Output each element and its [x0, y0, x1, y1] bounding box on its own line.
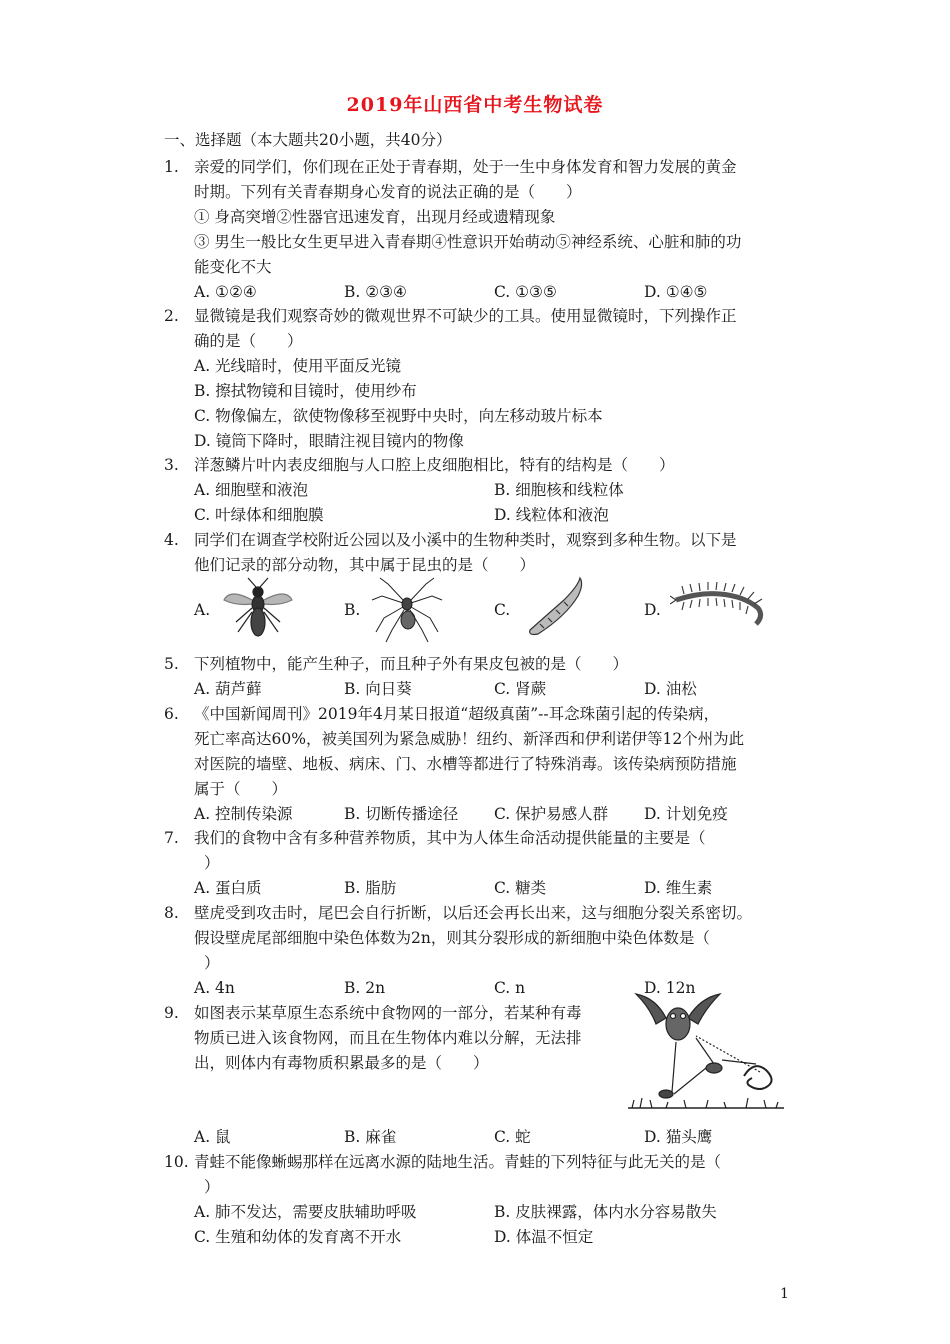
option-d[interactable]: D.: [644, 601, 661, 619]
option-c[interactable]: C. n: [494, 979, 526, 997]
spider-icon[interactable]: [368, 574, 446, 644]
question-stem: 如图表示某草原生态系统中食物网的一部分，若某种有毒 物质已进入该食物网，而且在生物体内难以分解，无法排 出，则体内有毒物质积累最多的是（ ）: [194, 1004, 582, 1072]
question-stem: 洋葱鳞片叶内表皮细胞与人口腔上皮细胞相比，特有的结构是（ ）: [194, 456, 675, 474]
option-d[interactable]: D. 12n: [644, 979, 696, 997]
option-a[interactable]: A. ①②④: [194, 283, 257, 301]
option-b[interactable]: B. 切断传播途径: [344, 805, 459, 823]
option-a[interactable]: A. 蛋白质: [194, 879, 262, 897]
question-stem: 青蛙不能像蜥蜴那样在远离水源的陆地生活。青蛙的下列特征与此无关的是（ ）: [194, 1153, 722, 1196]
option-b[interactable]: B. 细胞核和线粒体: [494, 481, 624, 499]
question-stem: 亲爱的同学们，你们现在正处于青春期，处于一生中身体发育和智力发展的黄金 时期。下列有关青春期身心发育的说法正确的是（ ） ① 身高突增②性器官迅速发育，出现月经或遗精现象 ③ 男生一般比女生更早进入青春期④性意识开始萌动⑤神经系统、心脏和肺的功 能变化不大: [194, 158, 742, 276]
option-c[interactable]: C. 生殖和幼体的发育离不开水: [194, 1228, 402, 1246]
question-number: 4.: [164, 531, 179, 549]
option-b[interactable]: B. 麻雀: [344, 1128, 397, 1146]
question-number: 3.: [164, 456, 179, 474]
option-b[interactable]: B. 2n: [344, 979, 386, 997]
larva-icon[interactable]: [520, 574, 588, 638]
question-number: 8.: [164, 904, 179, 922]
question-number: 2.: [164, 307, 179, 325]
option-b[interactable]: B. 擦拭物镜和目镜时，使用纱布: [194, 382, 417, 400]
question-number: 9.: [164, 1004, 179, 1022]
option-c[interactable]: C. 保护易感人群: [494, 805, 609, 823]
option-a[interactable]: A. 细胞壁和液泡: [194, 481, 309, 499]
option-b[interactable]: B. 向日葵: [344, 680, 412, 698]
option-a[interactable]: A.: [194, 601, 211, 619]
bee-icon[interactable]: [218, 574, 298, 642]
option-b[interactable]: B. ②③④: [344, 283, 407, 301]
option-d[interactable]: D. 线粒体和液泡: [494, 506, 609, 524]
question-stem: 显微镜是我们观察奇妙的微观世界不可缺少的工具。使用显微镜时，下列操作正 确的是（ ）: [194, 307, 737, 350]
question-stem: 《中国新闻周刊》2019年4月某日报道“超级真菌”--耳念珠菌引起的传染病， 死亡率高达60%，被美国列为紧急威胁！纽约、新泽西和伊利诺伊等12个州为此 对医院的墙壁、地板、病床、门、水槽等都进行了特殊消毒。该传染病预防措施 属于（ ）: [194, 705, 745, 798]
option-d[interactable]: D. 油松: [644, 680, 697, 698]
option-a[interactable]: A. 光线暗时，使用平面反光镜: [194, 357, 402, 375]
option-a[interactable]: A. 肺不发达，需要皮肤辅助呼吸: [194, 1203, 417, 1221]
option-d[interactable]: D. 体温不恒定: [494, 1228, 594, 1246]
option-d[interactable]: D. ①④⑤: [644, 283, 708, 301]
option-c[interactable]: C. 肾蕨: [494, 680, 547, 698]
question-number: 1.: [164, 158, 179, 176]
option-d[interactable]: D. 维生素: [644, 879, 713, 897]
option-a[interactable]: A. 葫芦藓: [194, 680, 262, 698]
option-d[interactable]: D. 计划免疫: [644, 805, 728, 823]
option-b[interactable]: B.: [344, 601, 361, 619]
option-c[interactable]: C. 叶绿体和细胞膜: [194, 506, 324, 524]
option-d[interactable]: D. 镜筒下降时，眼睛注视目镜内的物像: [194, 432, 464, 450]
option-c[interactable]: C.: [494, 601, 511, 619]
option-b[interactable]: B. 皮肤裸露，体内水分容易散失: [494, 1203, 717, 1221]
option-c[interactable]: C. ①③⑤: [494, 283, 557, 301]
question-stem: 壁虎受到攻击时，尾巴会自行折断，以后还会再长出来，这与细胞分裂关系密切。 假设壁虎尾部细胞中染色体数为2n，则其分裂形成的新细胞中染色体数是（ ）: [194, 904, 753, 972]
question-number: 5.: [164, 655, 179, 673]
option-a[interactable]: A. 控制传染源: [194, 805, 293, 823]
question-number: 7.: [164, 829, 179, 847]
option-c[interactable]: C. 物像偏左，欲使物像移至视野中央时，向左移动玻片标本: [194, 407, 603, 425]
option-d[interactable]: D. 猫头鹰: [644, 1128, 713, 1146]
page-title: 2019年山西省中考生物试卷: [346, 94, 604, 116]
question-stem: 我们的食物中含有多种营养物质，其中为人体生命活动提供能量的主要是（ ）: [194, 829, 706, 872]
option-a[interactable]: A. 4n: [194, 979, 235, 997]
centipede-icon[interactable]: [670, 574, 770, 638]
question-number: 10.: [164, 1153, 189, 1171]
option-c[interactable]: C. 糖类: [494, 879, 547, 897]
option-b[interactable]: B. 脂肪: [344, 879, 397, 897]
page-number: 1: [780, 1286, 789, 1302]
option-a[interactable]: A. 鼠: [194, 1128, 231, 1146]
question-number: 6.: [164, 705, 179, 723]
section-heading: 一、选择题（本大题共20小题，共40分）: [164, 131, 452, 149]
question-stem: 同学们在调查学校附近公园以及小溪中的生物种类时，观察到多种生物。以下是 他们记录的部分动物，其中属于昆虫的是（ ）: [194, 531, 737, 574]
question-stem: 下列植物中，能产生种子，而且种子外有果皮包被的是（ ）: [194, 655, 629, 673]
food-web-icon: [626, 990, 786, 1116]
option-c[interactable]: C. 蛇: [494, 1128, 531, 1146]
